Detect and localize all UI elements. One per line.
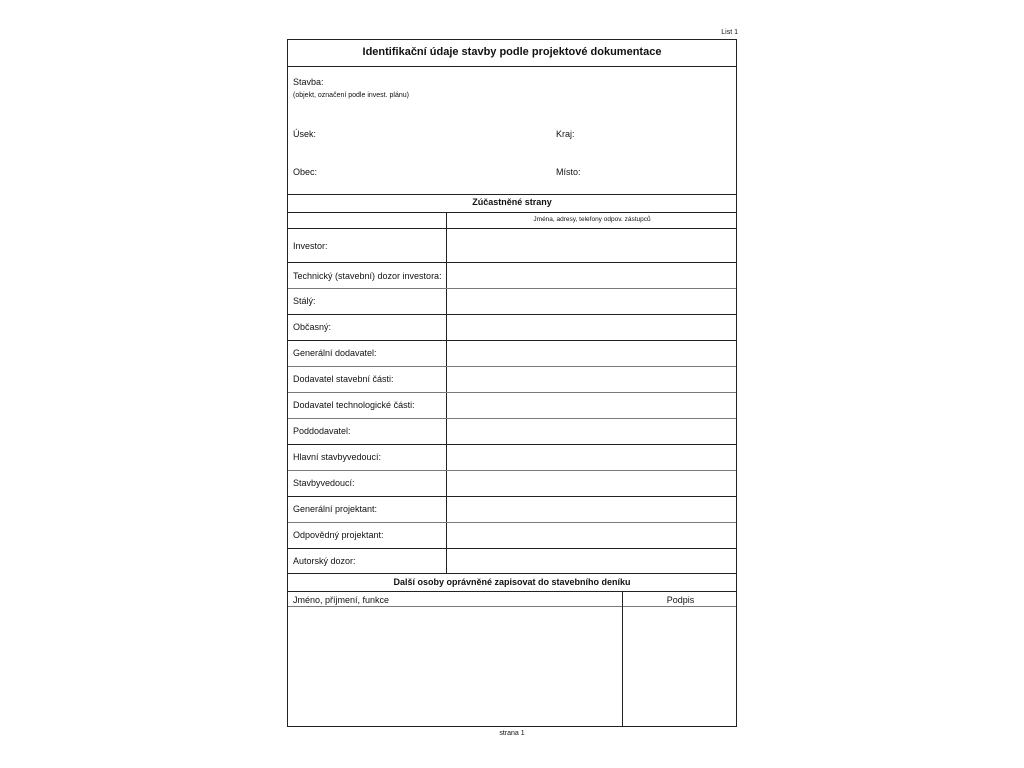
stavba-note: (objekt, označení podle invest. plánu) <box>293 92 409 99</box>
party-row-gen-projektant: Generální projektant: <box>293 504 378 514</box>
row-divider <box>288 444 736 445</box>
kraj-label: Kraj: <box>556 129 575 139</box>
col-signature-header: Podpis <box>666 595 695 605</box>
row-divider <box>288 392 736 393</box>
other-persons-title: Další osoby oprávněné zapisovat do stavebního deníku <box>393 577 631 587</box>
party-row-dod-stavebni: Dodavatel stavební části: <box>293 374 394 384</box>
row-divider <box>288 418 736 419</box>
row-divider <box>288 522 736 523</box>
party-row-tech-dozor: Technický (stavební) dozor investora: <box>293 271 442 281</box>
usek-label: Úsek: <box>293 129 317 139</box>
divider-parties-title <box>288 212 736 213</box>
party-row-stavbyvedouci: Stavbyvedoucí: <box>293 478 355 488</box>
stavba-label: Stavba: <box>293 77 324 87</box>
row-divider <box>288 366 736 367</box>
form-title: Identifikační údaje stavby podle projektové dokumentace <box>362 46 662 58</box>
party-row-dod-technologicke: Dodavatel technologické části: <box>293 400 415 410</box>
col-name-header: Jméno, příjmení, funkce <box>293 595 390 605</box>
row-divider <box>288 314 736 315</box>
obec-label: Obec: <box>293 167 318 177</box>
row-divider <box>288 288 736 289</box>
party-row-gen-dodavatel: Generální dodavatel: <box>293 348 377 358</box>
page-footer: strana 1 <box>499 730 525 737</box>
party-row-odp-projektant: Odpovědný projektant: <box>293 530 384 540</box>
divider-parties-header <box>288 228 736 229</box>
row-divider <box>288 262 736 263</box>
divider-other-title <box>288 591 736 592</box>
row-divider <box>288 470 736 471</box>
row-divider <box>288 340 736 341</box>
party-row-poddodavatel: Poddodavatel: <box>293 426 351 436</box>
divider-parties-end <box>288 573 736 574</box>
divider-other-header <box>288 606 736 607</box>
row-divider <box>288 496 736 497</box>
form-frame <box>287 39 737 727</box>
row-divider <box>288 548 736 549</box>
party-row-hlavni-stavbyvedouci: Hlavní stavbyvedoucí: <box>293 452 382 462</box>
sheet-label: List 1 <box>721 29 738 36</box>
divider-identification <box>288 194 736 195</box>
signature-column-divider <box>622 591 623 726</box>
party-row-autorsky-dozor: Autorský dozor: <box>293 556 356 566</box>
party-row-investor: Investor: <box>293 241 328 251</box>
divider-title <box>288 66 736 67</box>
parties-title: Zúčastněné strany <box>472 197 552 207</box>
party-row-obcasny: Občasný: <box>293 322 332 332</box>
parties-column-header: Jména, adresy, telefony odpov. zástupců <box>533 216 651 223</box>
misto-label: Místo: <box>556 167 581 177</box>
party-row-staly: Stálý: <box>293 296 316 306</box>
